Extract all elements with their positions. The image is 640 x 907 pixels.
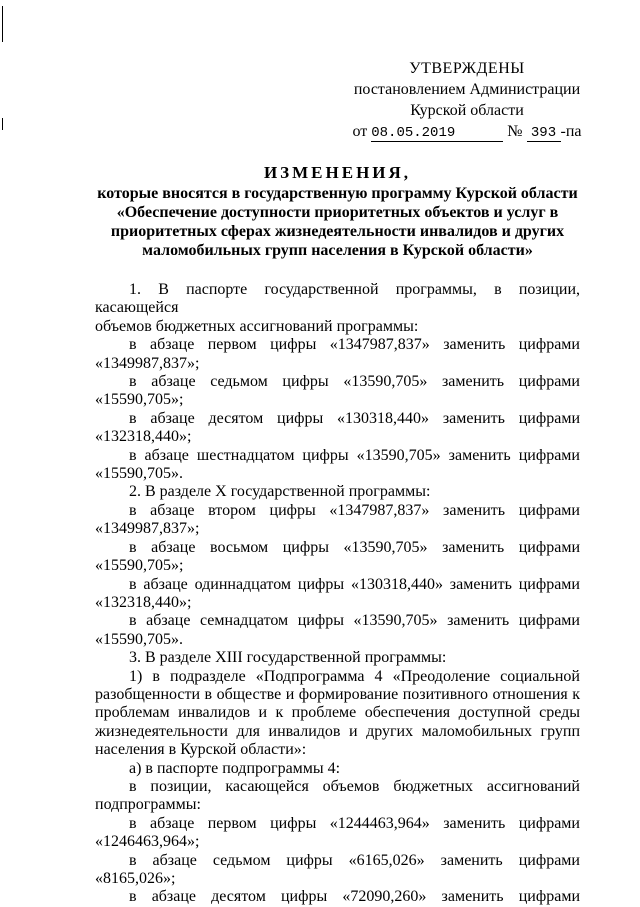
margin-line: [2, 6, 3, 42]
paragraph-line: «132318,440»;: [95, 428, 192, 446]
heading-line: приоритетных сферах жизнедеятельности инвалидов и других: [110, 223, 565, 240]
paragraph-line: в абзаце седьмом цифры «13590,705» заменить цифрами: [129, 373, 580, 391]
paragraph-line: 1. В паспорте государственной программы, в позиции, касающейся: [95, 281, 580, 317]
paragraph-line: «1246463,964»;: [95, 833, 200, 851]
paragraph-line: разобщенности в обществе и формирование позитивного отношения к: [95, 685, 580, 703]
margin-line: [2, 118, 3, 130]
paragraph-line: 1) в подразделе «Подпрограмма 4 «Преодоление социальной: [129, 667, 580, 685]
paragraph-line: «15590,705»;: [95, 557, 184, 575]
approval-title: УТВЕРЖДЕНЫ: [409, 60, 525, 77]
paragraph-line: объемов бюджетных ассигнований программы:: [95, 317, 419, 335]
paragraph-line: в позиции, касающейся объемов бюджетных ассигнований: [129, 777, 580, 795]
approval-number: 393: [527, 125, 561, 142]
paragraph-line: в абзаце семнадцатом цифры «13590,705» заменить цифрами: [129, 612, 580, 630]
paragraph-line: в абзаце первом цифры «1347987,837» заменить цифрами: [129, 336, 580, 354]
approval-line: Курской области: [410, 102, 524, 119]
paragraph-line: подпрограммы:: [95, 796, 201, 814]
number-suffix: -па: [560, 123, 582, 140]
paragraph-line: «15590,705».: [95, 630, 183, 648]
paragraph-line: в абзаце одиннадцатом цифры «130318,440» заменить цифрами: [129, 575, 580, 593]
paragraph-line: «15590,705».: [95, 465, 183, 483]
approval-date-number: [352, 121, 582, 142]
heading-line: маломобильных групп населения в Курской области»: [142, 242, 533, 259]
heading-title: ИЗМЕНЕНИЯ,: [263, 163, 412, 182]
paragraph-line: населения в Курской области»:: [95, 741, 307, 759]
paragraph-line: 2. В разделе X государственной программы:: [129, 483, 431, 501]
paragraph-line: жизнедеятельности для инвалидов и других маломобильных групп: [95, 722, 580, 740]
paragraph-line: в абзаце шестнадцатом цифры «13590,705» заменить цифрами: [129, 446, 580, 464]
document-body: [95, 281, 580, 907]
paragraph-line: «1349987,837»;: [95, 520, 200, 538]
number-prefix: №: [507, 123, 523, 140]
paragraph-line: «132318,440»;: [95, 593, 192, 611]
document-heading: [95, 163, 580, 260]
paragraph-line: в абзаце десятом цифры «130318,440» заменить цифрами: [129, 409, 580, 427]
paragraph-line: в абзаце десятом цифры «72090,260» заменить цифрами: [129, 888, 580, 906]
approval-line: постановлением Администрации: [353, 81, 581, 98]
paragraph-line: проблемам инвалидов и к проблеме обеспечения доступной среды: [95, 704, 580, 722]
paragraph-line: а) в паспорте подпрограммы 4:: [129, 759, 341, 777]
paragraph-line: в абзаце седьмом цифры «6165,026» заменить цифрами «8165,026»;: [95, 851, 580, 887]
approval-date: 08.05.2019: [371, 125, 503, 142]
paragraph-line: 3. В разделе XIII государственной программы:: [129, 649, 447, 667]
paragraph-line: в абзаце восьмом цифры «13590,705» заменить цифрами: [129, 538, 580, 556]
date-prefix: от: [352, 123, 368, 140]
heading-line: которые вносятся в государственную программу Курской области: [97, 185, 578, 202]
paragraph-line: «15590,705»;: [95, 391, 184, 409]
paragraph-line: в абзаце втором цифры «1347987,837» заменить цифрами: [129, 501, 580, 519]
paragraph-line: «1349987,837»;: [95, 354, 200, 372]
paragraph-line: в абзаце первом цифры «1244463,964» заменить цифрами: [129, 814, 580, 832]
heading-line: «Обеспечение доступности приоритетных объектов и услуг в: [116, 204, 559, 221]
approval-block: [352, 58, 582, 142]
